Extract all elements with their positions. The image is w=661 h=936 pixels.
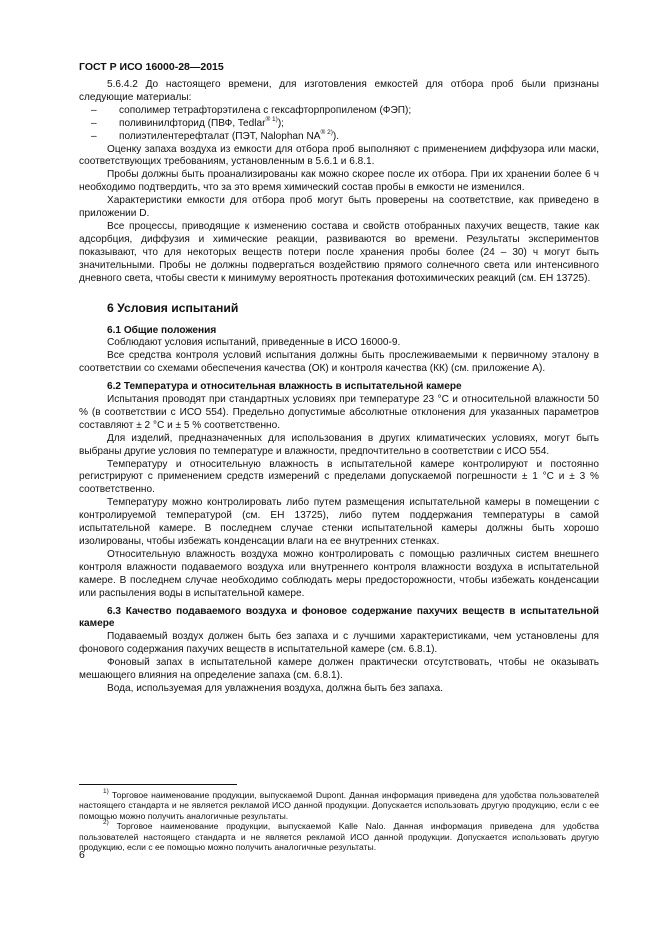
paragraph: Относительную влажность воздуха можно контролировать с помощью различных систем внешнего контроля влажности подаваемого воздуха или внутреннего контроля влажности воздуха в испытательной камере. В последнем случае необходимо соблюдать меры предосторожности, чтобы избежать конденсации или распыления воды в испытательной камере. [79,548,599,599]
footnote-ref: ® 1) [265,115,278,123]
footnote-text: Торговое наименование продукции, выпускаемой Dupont. Данная информация приведена для удобства пользователей настоящего стандарта и не является рекламой ИСО данной продукции. Допускается использовать другую продукцию, если с ее помощью можно получить аналогичные результаты. [79,790,599,821]
footnote-mark: 1) [103,788,109,795]
paragraph: Температуру можно контролировать либо путем размещения испытательной камеры в помещении с контролируемой температурой (см. ЕН 13725), либо путем поддержания температуры в самой испытательной камере. В последнем случае стенки испытательной камеры должны быть хорошо изолированы, чтобы избежать конденсации влаги на ее внутренних стенках. [79,497,599,547]
paragraph: Все процессы, приводящие к изменению состава и свойств отобранных пахучих веществ, такие как адсорбция, диффузия и химические реакции, развиваются во времени. Результаты экспериментов показывают, что для некоторых веществ потери после хранения пробы более (24 – 30) ч могут быть значительными. Пробы не должны подвергаться воздействию прямого солнечного света или интенсивного дневного света, чтобы свести к минимуму вероятность протекания фотохимических реакций (см. ЕН 13725). [79,220,599,284]
paragraph: Характеристики емкости для отбора проб могут быть проверены на соответствие, как приведено в приложении D. [79,195,599,220]
paragraph: Для изделий, предназначенных для использования в других климатических условиях, могут быть выбраны другие условия по температуре и влажности, предпочтительно в соответствии с ИСО 554. [79,432,599,457]
list-item-text: сополимер тетрафторэтилена с гексафторпропиленом (ФЭП); [119,104,412,116]
paragraph: Оценку запаха воздуха из емкости для отбора проб выполняют с применением диффузора или маски, соответствующих требованиям, установленным в 5.6.1 и 6.8.1. [79,143,599,168]
list-dash: – [91,117,97,129]
footnotes [79,790,599,852]
paragraph: Фоновый запах в испытательной камере должен практически отсутствовать, чтобы не оказывать мешающего влияния на определение запаха (см. 6.8.1). [79,657,599,682]
paragraph: Все средства контроля условий испытания должны быть прослеживаемыми к первичному эталону в соответствии со схемами обеспечения качества (ОК) и контроля качества (КК) (см. приложение А). [79,350,599,375]
list-dash: – [91,130,97,142]
section-6-1-title: 6.1 Общие положения [107,324,217,336]
list-dash: – [91,104,97,116]
list-item-text: полиэтилентерефталат (ПЭТ, Nalophan NA [119,130,321,142]
document-header: ГОСТ Р ИСО 16000-28—2015 [79,61,224,73]
page-number: 6 [79,849,85,861]
paragraph: Пробы должны быть проанализированы как можно скорее после их отбора. При их хранении более 6 ч необходимо подтвердить, что за это время химический состав пробы в емкости не изменился. [79,169,599,194]
list-item-tail: ); [277,117,284,129]
footnote-separator [79,784,237,785]
footnote-mark: 2) [103,819,109,827]
list-item [79,128,599,144]
paragraph: Вода, используемая для увлажнения воздуха, должна быть без запаха. [107,682,444,694]
list-item-text: поливинилфторид (ПВФ, Tedlar [119,117,266,129]
footnote-ref: ® 2) [320,128,333,136]
paragraph-5-6-4-2: 5.6.4.2 До настоящего времени, для изготовления емкостей для отбора проб были признаны следующие материалы: [79,79,599,103]
footnote-text: Торговое наименование продукции, выпускаемой Kalle Nalo. Данная информация приведена для удобства пользователей настоящего стандарта и не является рекламой ИСО данной продукции. Допускается использовать другую продукцию, если с ее помощью можно получить аналогичные результаты. [79,821,599,853]
list-item [79,115,599,131]
document-body [79,79,599,696]
section-6-title: 6 Условия испытаний [107,300,239,315]
section-6-2-title: 6.2 Температура и относительная влажность в испытательной камере [107,381,462,393]
paragraph: Испытания проводят при стандартных условиях при температуре 23 °С и относительной влажности 50 % (в соответствии с ИСО 554). Предельно допустимые абсолютные отклонения для указанных параметров составляют ± 2 °С и ± 5 % соответственно. [79,394,599,431]
footnote [79,790,599,821]
paragraph: Подаваемый воздух должен быть без запаха и с лучшими характеристиками, чем установлены для фонового содержания пахучих веществ в испытательной камере (см. 6.8.1). [79,631,599,656]
paragraph: Соблюдают условия испытаний, приведенные в ИСО 16000-9. [107,337,401,349]
paragraph: Температуру и относительную влажность в испытательной камере контролируют и постоянно регистрируют с применением средств измерений с пределами допускаемой погрешности ± 1 °С и ± 3 % соответственно. [79,458,599,496]
list-item [79,105,599,118]
section-6-3-title: 6.3 Качество подаваемого воздуха и фоновое содержание пахучих веществ в испытательной камере [79,605,599,630]
list-item-tail: ). [332,130,340,142]
footnote [79,821,599,852]
